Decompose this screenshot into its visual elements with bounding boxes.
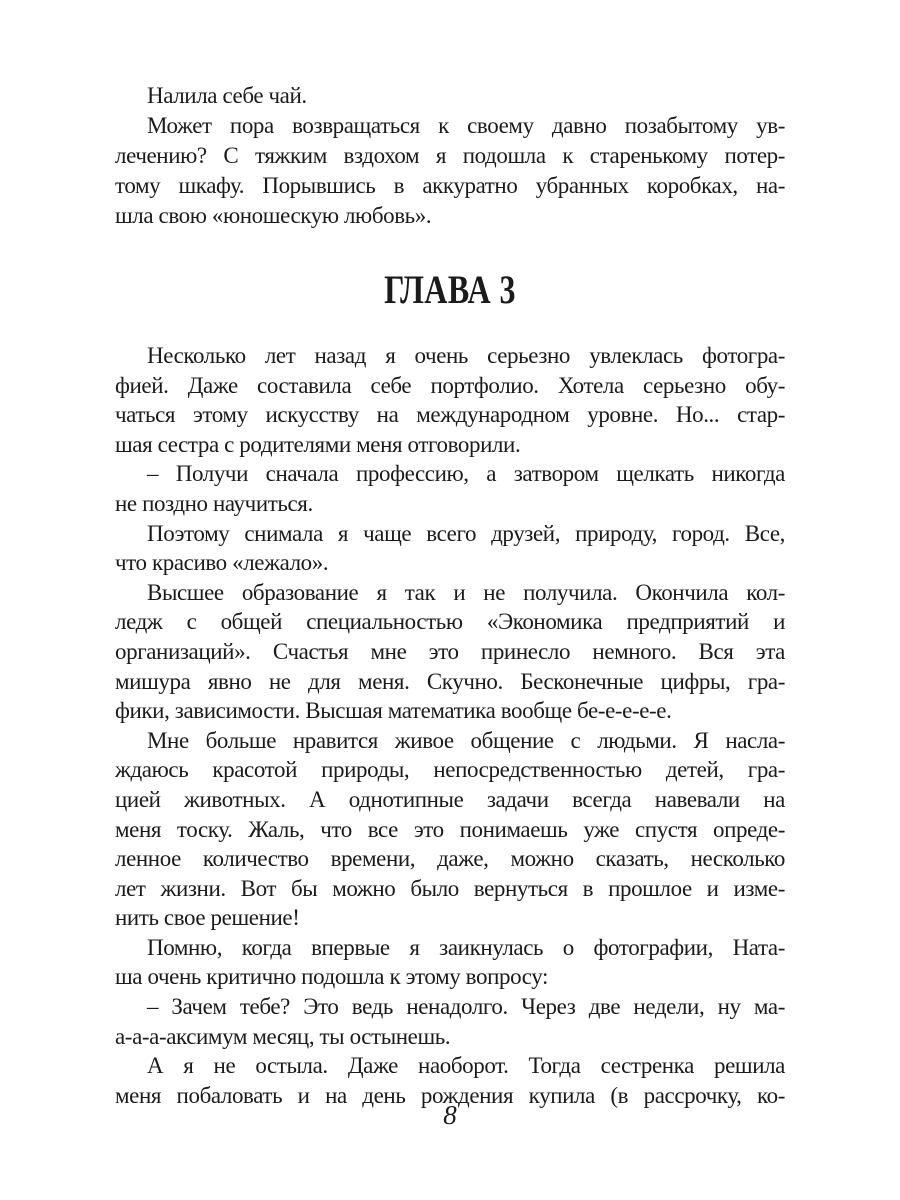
intro-paragraphs (115, 81, 785, 231)
text-line: тому шкафу. Порывшись в аккуратно убранных коробках, на- (115, 173, 785, 198)
paragraph (115, 578, 785, 726)
text-line: нить свое решение! (115, 905, 300, 931)
text-line: – Зачем тебе? Это ведь ненадолго. Через две недели, ну ма- (147, 994, 785, 1020)
text-line: а-а-а-аксимум месяц, ты остынешь. (115, 1023, 451, 1049)
text-line: ша очень критично подошла к этому вопросу: (115, 964, 549, 990)
text-line: Мне больше нравится живое общение с людьми. Я насла- (147, 727, 785, 753)
paragraph (115, 81, 785, 111)
text-line: ледж с общей специальностью «Экономика предприятий и (115, 609, 785, 635)
chapter-heading-text: ГЛАВА 3 (384, 267, 516, 312)
paragraph (115, 519, 785, 578)
text-line: шая сестра с родителями меня отговорили. (115, 431, 521, 457)
text-line: Помню, когда впервые я заикнулась о фотографии, Ната- (147, 934, 785, 960)
text-line: организаций». Счастья мне это принесло немного. Вся эта (115, 638, 785, 664)
paragraph (115, 726, 785, 933)
text-line: А я не остыла. Даже наоборот. Тогда сестренка решила (147, 1053, 785, 1079)
text-line: меня тоску. Жаль, что все это понимаешь уже спустя опреде- (115, 816, 785, 842)
page-number: 8 (443, 1100, 457, 1130)
paragraph (115, 111, 785, 231)
chapter-body (115, 341, 785, 1110)
text-line: лечению? С тяжким вздохом я подошла к старенькому потер- (115, 143, 785, 168)
chapter-heading (182, 268, 718, 312)
text-line: чаться этому искусству на международном уровне. Но... стар- (115, 402, 785, 428)
text-line: фики, зависимости. Высшая математика вообще бе-е-е-е-е. (115, 698, 672, 724)
text-line: что красиво «лежало». (115, 550, 329, 576)
paragraph (115, 459, 785, 518)
text-line: – Получи сначала профессию, а затвором щелкать никогда (147, 461, 785, 487)
text-line: Может пора возвращаться к своему давно позабытому ув- (147, 113, 785, 138)
paragraph (115, 933, 785, 992)
text-line: не поздно научиться. (115, 490, 313, 516)
text-line: шла свою «юношескую любовь». (115, 203, 432, 228)
text-line: Несколько лет назад я очень серьезно увлеклась фотогра- (147, 343, 785, 368)
text-line: Поэтому снимала я чаще всего друзей, природу, город. Все, (147, 520, 785, 546)
text-line: Налила себе чай. (147, 83, 307, 108)
text-line: цией животных. А однотипные задачи всегда навевали на (115, 786, 785, 812)
text-line: лет жизни. Вот бы можно было вернуться в прошлое и изме- (115, 875, 785, 901)
paragraph (115, 341, 785, 459)
text-line: фией. Даже составила себе портфолио. Хотела серьезно обу- (115, 372, 785, 398)
paragraph (115, 992, 785, 1051)
text-line: Высшее образование я так и не получила. Окончила кол- (147, 579, 785, 605)
text-line: ждаюсь красотой природы, непосредственностью детей, гра- (115, 757, 785, 783)
text-line: меня побаловать и на день рождения купила (в рассрочку, ко- (115, 1082, 785, 1108)
text-line: мишура явно не для меня. Скучно. Бесконечные цифры, гра- (115, 668, 785, 694)
text-line: ленное количество времени, даже, можно сказать, несколько (115, 846, 785, 872)
